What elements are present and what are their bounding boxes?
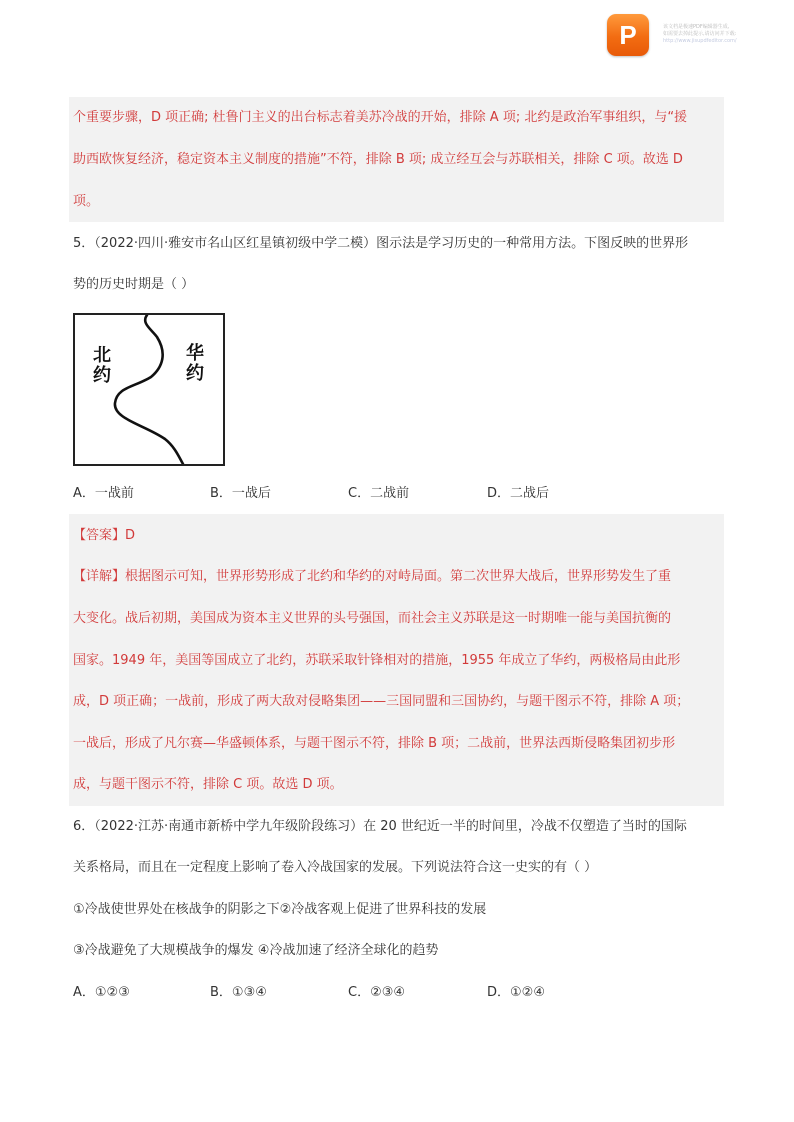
q6-option-a[interactable]: A．①②③ [73, 985, 130, 1000]
watermark-line-2: 如需要去掉此提示,请访问并下载: [663, 31, 737, 37]
q5-detail-line-4: 成，D 项正确；一战前，形成了两大敌对侵略集团——三国同盟和三国协约，与题干图示不符，排除 A 项； [73, 694, 690, 709]
q5-option-a[interactable]: A．一战前 [73, 486, 134, 501]
prev-explanation-line-2: 助西欧恢复经济，稳定资本主义制度的措施”不符，排除 B 项; 成立经互会与苏联相关，排除 C 项。故选 D [73, 152, 683, 167]
q5-detail-line-2: 大变化。战后初期，美国成为资本主义世界的头号强国，而社会主义苏联是这一时期唯一能与美国抗衡的 [73, 611, 672, 626]
nato-label: 北约 [93, 345, 111, 386]
q5-detail-line-3: 国家。1949 年，美国等国成立了北约，苏联采取针锋相对的措施，1955 年成立了华约，两极格局由此形 [73, 653, 681, 668]
divide-curve [75, 315, 223, 464]
q6-statement-3-4: ③冷战避免了大规模战争的爆发 ④冷战加速了经济全球化的趋势 [73, 943, 439, 958]
watermark-url[interactable]: http://www.jisupdfeditor.com/ [663, 38, 737, 44]
q5-detail-line-5: 一战后，形成了凡尔赛—华盛顿体系，与题干图示不符，排除 B 项；二战前，世界法西斯侵略集团初步形 [73, 736, 676, 751]
q5-stem-line-2: 势的历史时期是（ ） [73, 277, 195, 292]
pdf-editor-watermark [607, 14, 787, 58]
nato-warsaw-figure [73, 313, 225, 466]
q5-answer: 【答案】D [73, 528, 136, 543]
q5-detail-line-6: 成，与题干图示不符，排除 C 项。故选 D 项。 [73, 777, 343, 792]
q6-option-d[interactable]: D．①②④ [487, 985, 545, 1000]
q6-stem-line-2: 关系格局，而且在一定程度上影响了卷入冷战国家的发展。下列说法符合这一史实的有（ ） [73, 860, 598, 875]
q5-stem-line-1: 5．（2022·四川·雅安市名山区红星镇初级中学二模）图示法是学习历史的一种常用方法。下图反映的世界形 [73, 236, 689, 251]
prev-explanation-line-1: 个重要步骤，D 项正确; 杜鲁门主义的出台标志着美苏冷战的开始，排除 A 项; 北约是政治军事组织，与“援 [73, 110, 688, 125]
q5-option-d[interactable]: D．二战后 [487, 486, 550, 501]
logo-glyph: P [619, 20, 637, 50]
q6-statement-1-2: ①冷战使世界处在核战争的阴影之下②冷战客观上促进了世界科技的发展 [73, 902, 487, 917]
pdf-editor-logo-icon [607, 14, 649, 56]
watermark-line-1: 该文档是极速PDF编辑器生成, [663, 24, 730, 30]
watermark-text [663, 24, 788, 45]
q5-option-c[interactable]: C．二战前 [348, 486, 410, 501]
q6-option-c[interactable]: C．②③④ [348, 985, 406, 1000]
q6-stem-line-1: 6．（2022·江苏·南通市新桥中学九年级阶段练习）在 20 世纪近一半的时间里，冷战不仅塑造了当时的国际 [73, 819, 687, 834]
q6-option-b[interactable]: B．①③④ [210, 985, 267, 1000]
warsaw-pact-label: 华约 [186, 343, 204, 384]
q5-option-b[interactable]: B．一战后 [210, 486, 271, 501]
prev-explanation-line-3: 项。 [73, 194, 100, 209]
q5-detail-line-1: 【详解】根据图示可知，世界形势形成了北约和华约的对峙局面。第二次世界大战后，世界形势发生了重 [73, 569, 672, 584]
